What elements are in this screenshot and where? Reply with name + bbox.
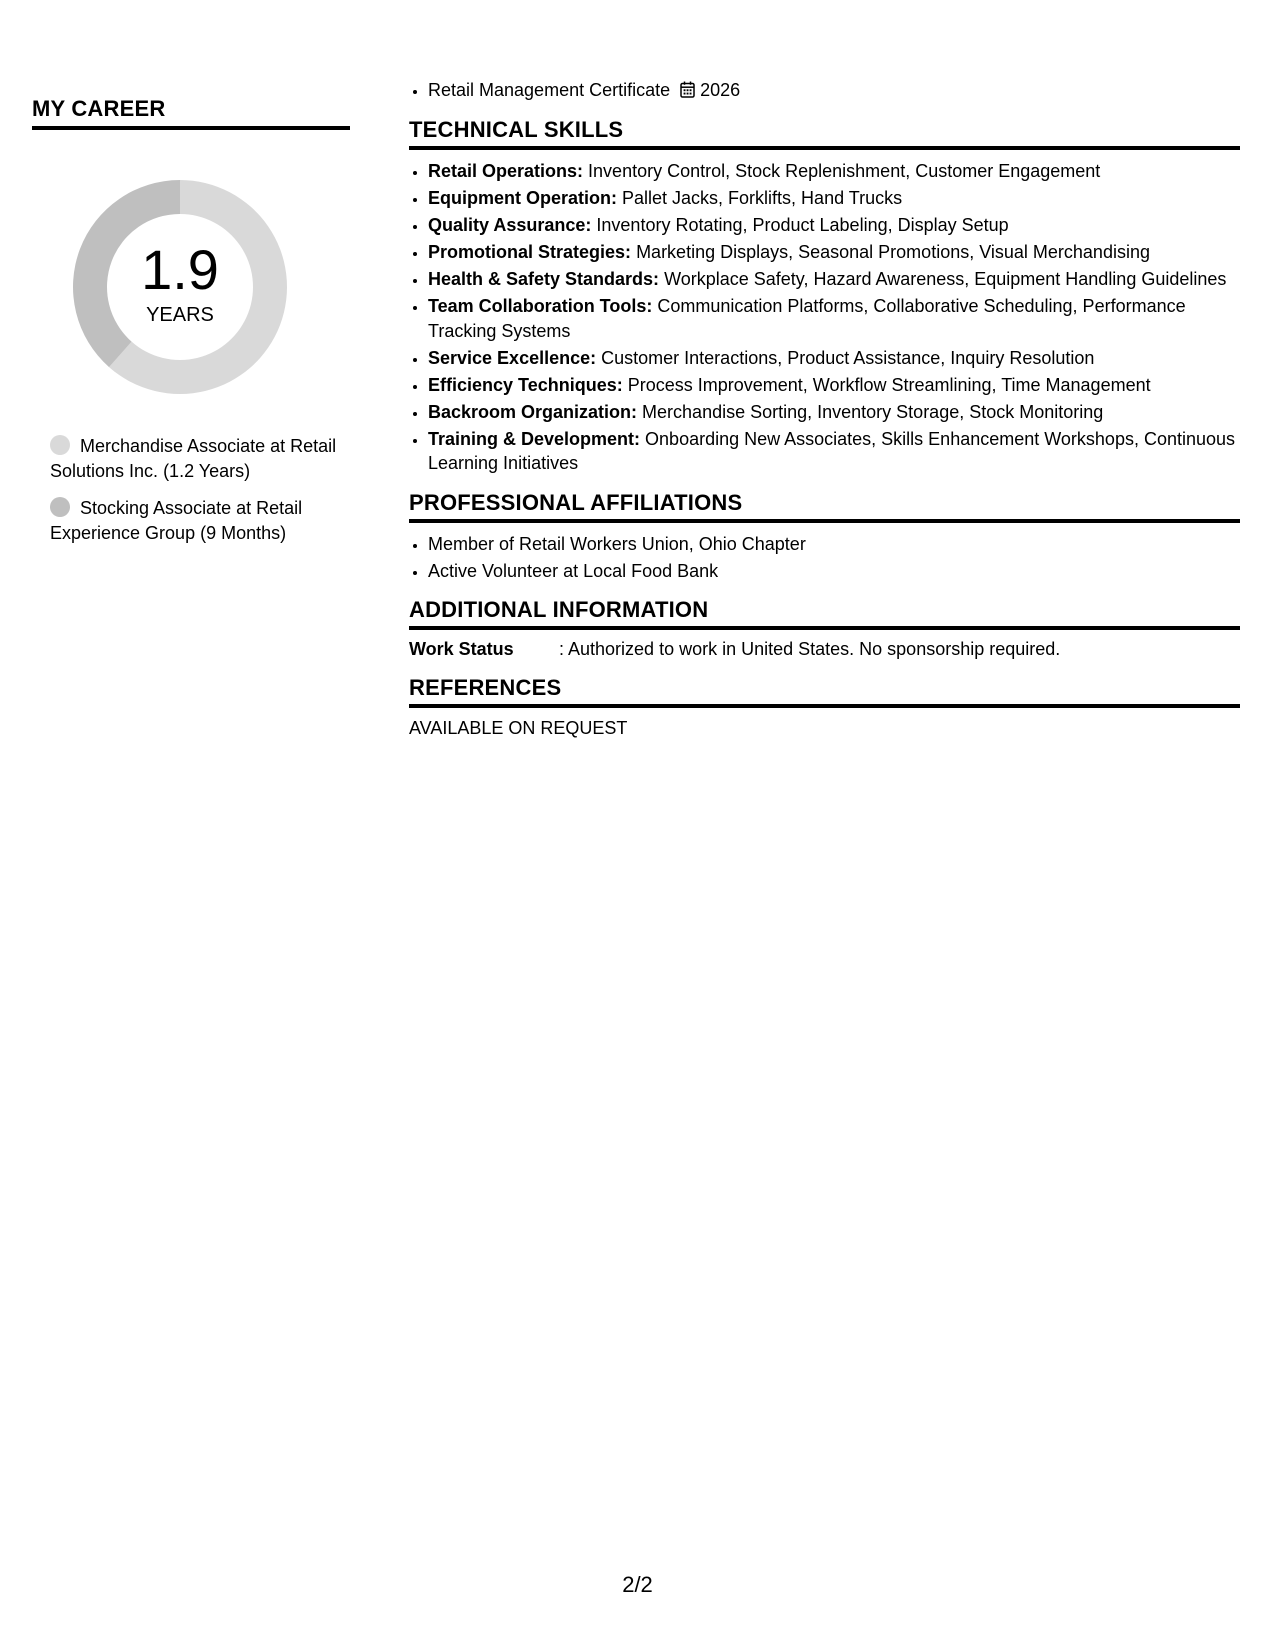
skill-text: Inventory Control, Stock Replenishment, Customer Engagement	[588, 161, 1101, 181]
work-status-row	[409, 637, 1240, 661]
career-legend	[50, 434, 340, 546]
skill-item	[428, 400, 1240, 425]
legend-dot	[50, 497, 70, 517]
skill-text: Merchandise Sorting, Inventory Storage, Stock Monitoring	[642, 401, 1104, 422]
legend-dot	[50, 435, 70, 455]
skill-item	[428, 346, 1240, 371]
skill-text: Inventory Rotating, Product Labeling, Display Setup	[596, 215, 1009, 235]
total-years-value: 1.9	[141, 238, 219, 301]
references-text: AVAILABLE ON REQUEST	[409, 718, 628, 738]
skill-label: Efficiency Techniques:	[428, 374, 623, 395]
skill-item	[428, 186, 1240, 211]
skill-text: Marketing Displays, Seasonal Promotions, Visual Merchandising	[636, 242, 1150, 262]
certification-year: 2026	[700, 80, 741, 100]
skill-label: Training & Development:	[428, 428, 641, 449]
additional-info-section	[409, 597, 1240, 661]
career-donut-chart	[67, 174, 293, 400]
career-sidebar	[32, 96, 350, 558]
calendar-icon	[680, 81, 695, 98]
legend-item	[50, 434, 340, 484]
skill-label: Quality Assurance:	[428, 215, 592, 235]
skill-text: Customer Interactions, Product Assistance, Inquiry Resolution	[601, 347, 1095, 368]
affiliations-heading: PROFESSIONAL AFFILIATIONS	[409, 490, 1240, 523]
affiliation-item: • Member of Retail Workers Union, Ohio Chapter	[428, 532, 1240, 557]
references-heading: REFERENCES	[409, 675, 1240, 708]
skill-label: Equipment Operation:	[428, 188, 617, 208]
technical-skills-list	[409, 159, 1240, 476]
career-heading: MY CAREER	[32, 96, 350, 130]
skill-item	[428, 240, 1240, 265]
skill-label: Service Excellence:	[428, 347, 597, 368]
work-status-label: Work Status	[409, 639, 514, 659]
skill-label: Health & Safety Standards:	[428, 269, 660, 289]
skill-label: Backroom Organization:	[428, 401, 638, 422]
skill-item	[428, 427, 1240, 476]
technical-skills-section	[409, 117, 1240, 476]
skill-text: Workplace Safety, Hazard Awareness, Equipment Handling Guidelines	[664, 269, 1227, 289]
references-section	[409, 675, 1240, 740]
legend-item	[50, 496, 340, 546]
skill-text: Communication Platforms, Collaborative Scheduling, Performance Tracking Systems	[428, 296, 1186, 341]
affiliations-list	[409, 532, 1240, 584]
skill-item	[428, 373, 1240, 398]
legend-label: Stocking Associate at Retail Experience Group (9 Months)	[50, 498, 303, 543]
affiliations-section	[409, 490, 1240, 584]
page-number: 2/2	[622, 1572, 653, 1597]
skill-label: Retail Operations:	[428, 161, 584, 181]
affiliation-item: • Active Volunteer at Local Food Bank	[428, 559, 1240, 584]
technical-skills-heading: TECHNICAL SKILLS	[409, 117, 1240, 150]
skill-text: Onboarding New Associates, Skills Enhancement Workshops, Continuous Learning Initiatives	[428, 428, 1236, 473]
skill-item	[428, 159, 1240, 184]
skill-item	[428, 267, 1240, 292]
work-status-value: : Authorized to work in United States. No sponsorship required.	[559, 639, 1061, 659]
certification-section	[409, 78, 1240, 117]
main-content	[409, 78, 1240, 754]
certification-list	[409, 78, 1240, 103]
skill-text: Pallet Jacks, Forklifts, Hand Trucks	[622, 188, 903, 208]
total-years-unit: YEARS	[146, 304, 214, 326]
donut-center	[67, 174, 293, 400]
certification-item	[428, 78, 1240, 103]
skill-label: Team Collaboration Tools:	[428, 296, 653, 316]
skill-item	[428, 213, 1240, 238]
legend-label: Merchandise Associate at Retail Solutions Inc. (1.2 Years)	[50, 436, 337, 481]
additional-info-heading: ADDITIONAL INFORMATION	[409, 597, 1240, 630]
skill-text: Process Improvement, Workflow Streamlining, Time Management	[627, 374, 1151, 395]
skill-label: Promotional Strategies:	[428, 242, 632, 262]
certification-name: Retail Management Certificate	[428, 80, 671, 100]
skill-item	[428, 294, 1240, 343]
